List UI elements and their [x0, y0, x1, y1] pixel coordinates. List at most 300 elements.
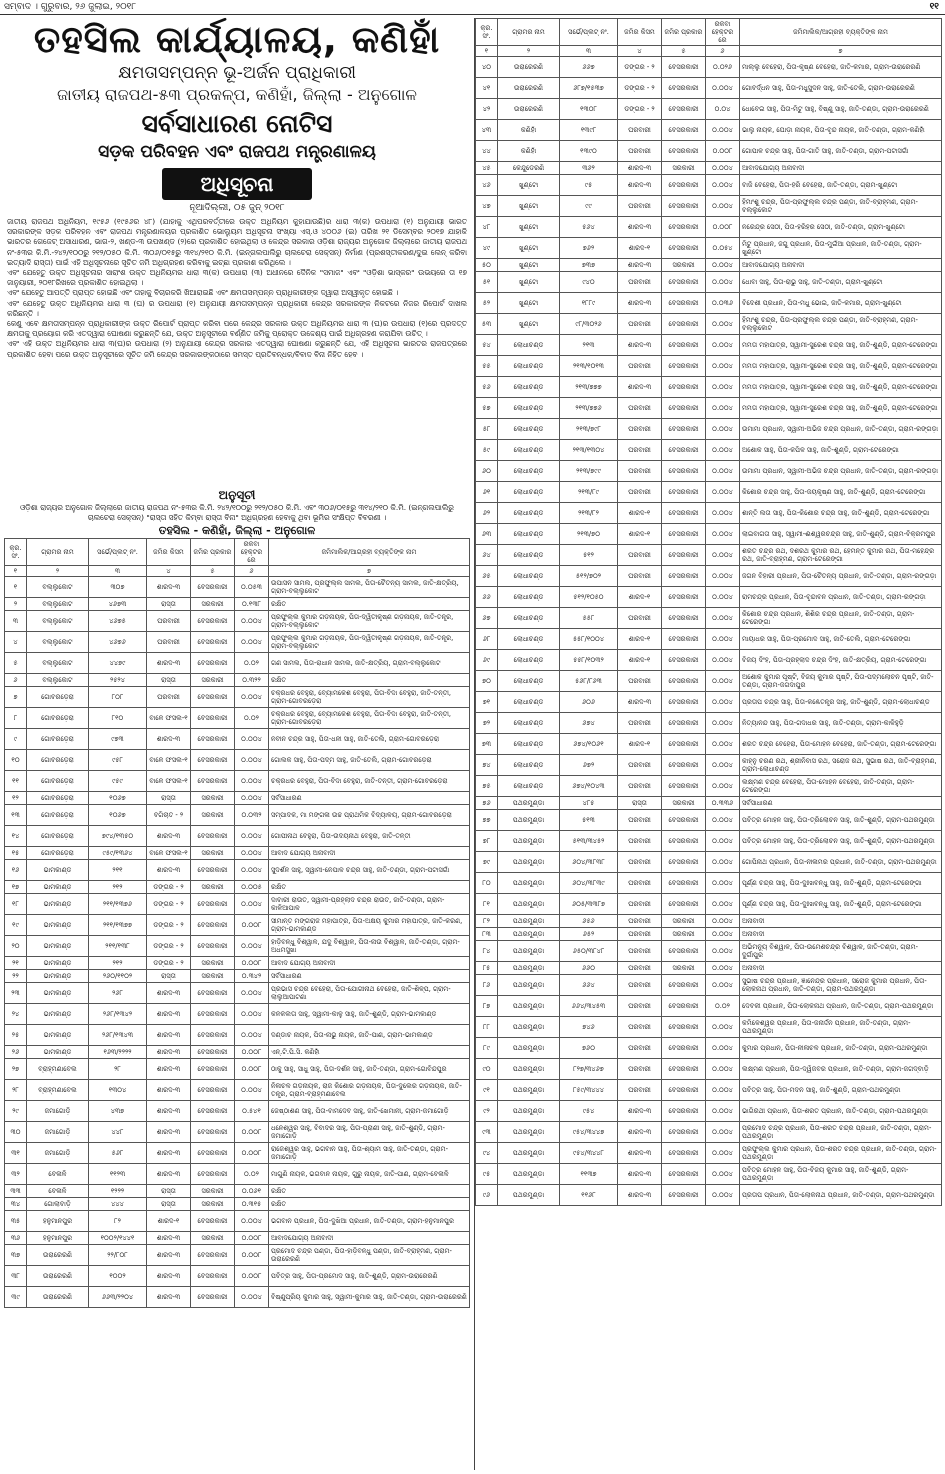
- table-cell: ଘରବାରୀ: [618, 461, 662, 482]
- table-cell: ଘରବାରୀ: [618, 272, 662, 293]
- table-cell: ଘରବାରୀ: [618, 915, 662, 928]
- table-cell: ବେସରକାରୀ: [662, 941, 706, 962]
- table-cell: ଚକ୍ରଧର ବେହୁରା, ବ୍ୟୋମକେଶ ବେହୁରା, ପିତା-ବିଦା ବେହୁରା, ଜାତି-ତନ୍ତୀ, ଗ୍ରାମ-ଗୋବରଡ଼େରା: [269, 687, 470, 708]
- table-cell: ଶାରଦ-୩: [618, 293, 662, 314]
- table-cell: ୩: [5, 611, 27, 632]
- table-cell: ରାସ୍ତା: [147, 598, 191, 611]
- notice-dateline: ନୂଆଦିଲ୍ଲୀ, ୦୫ ଜୁନ୍ ୨୦୧୮: [189, 203, 285, 213]
- table-cell: ୨୯: [5, 1101, 27, 1122]
- table-cell: ୬୦୬: [560, 692, 618, 713]
- table-cell: ୪୬୭୩: [89, 598, 147, 611]
- table-cell: ୫୧: [476, 272, 498, 293]
- table-cell: ୫୭: [476, 398, 498, 419]
- table-cell: ଆବାଦଯୋଗ୍ୟ ଅନାବାଦୀ: [269, 1232, 470, 1245]
- column-header: ରକବା ହେକ୍ଟରରେ: [706, 19, 740, 46]
- table-cell: ଲୋଧାଚଣ୍ଡ: [498, 608, 560, 629]
- table-cell: ବେସରକାରୀ: [662, 587, 706, 608]
- column-number: ୨: [27, 566, 89, 577]
- table-cell: ପଥରମୁଣ୍ଡା: [498, 975, 560, 996]
- table-cell: ଘରବାରୀ: [618, 141, 662, 162]
- table-cell: ୮୬: [476, 975, 498, 996]
- table-cell: ପ୍ରଫୁଲ୍ଲ କୁମାର ଗଡ଼ନାୟକ, ପିତା-ଦ୍ୱିତୀକୃଷ୍ଣ ଗଡ଼ନାୟକ, ଜାତି-ତନ୍ତ୍ର, ଗ୍ରାମ-ବଲ୍ଲୁକୋଟ: [269, 632, 470, 653]
- table-cell: ବେସରକାରୀ: [662, 1080, 706, 1101]
- table-cell: ଖୁଣ୍ଟୋ: [498, 259, 560, 272]
- table-cell: ଶାରଦ-୩: [618, 335, 662, 356]
- column-header: ଜମିର କିସମ: [618, 19, 662, 46]
- table-cell: ୦.୦୨: [235, 1164, 269, 1185]
- table-row: [476, 1059, 942, 1080]
- table-cell: ଡଙ୍ଗର - ୨: [147, 894, 191, 915]
- table-cell: ୧୦୦୨: [89, 1266, 147, 1287]
- table-cell: ୨୬୮/୧୩୪୨: [89, 1004, 147, 1025]
- table-cell: ୦.୦୦୪: [235, 1025, 269, 1046]
- table-cell: ୧୧: [5, 771, 27, 792]
- table-cell: ୮୧: [476, 894, 498, 915]
- table-cell: ଡଙ୍ଗର - ୨: [147, 936, 191, 957]
- table-cell: ୦.୦୦୪: [706, 671, 740, 692]
- table-cell: ରକ୍ଷିତ: [269, 1185, 470, 1198]
- table-row: [5, 792, 470, 805]
- table-cell: ନବୀନ ଚନ୍ଦ୍ର ସାହୁ, ପିତା-ଧନୀ ସାହୁ, ଜାତି-ତେଲି, ଗ୍ରାମ-ଗୋବରଡ଼େରା: [269, 729, 470, 750]
- table-cell: ୦.୦୦୪: [706, 692, 740, 713]
- table-row: [5, 708, 470, 729]
- table-cell: ୪୪: [476, 141, 498, 162]
- table-cell: ବେସରକାରୀ: [662, 335, 706, 356]
- table-cell: ଗୋବରଡ଼େରା: [27, 771, 89, 792]
- table-cell: ୨୪: [5, 1004, 27, 1025]
- table-cell: ୦.୦୦୪: [706, 852, 740, 873]
- notice-body: ଜାତୀୟ ରାଜପଥ ଅଧିନିୟମ, ୧୯୫୬ (୧୯୫୬ର ୪୮) (ଯାହାକୁ ଏଥିପରବର୍ତ୍ତୀରେ ଉକ୍ତ ଅଧିନିୟମ କୁହାଯାଉଛି)ର ଧାରା ୩(କ) ଉପଧାରା (୧) ଅନୁଯାୟୀ ଭାରତ ସରକାରଙ୍କ ସଡ଼କ ପରିବହନ ଏବଂ ରାଜପଥ ମନ୍ତ୍ରଣାଳୟର ପ୍ରକାଶିତ ଭୋଲ୍ୟୁମ ଅଧିସୂଚନା ସଂଖ୍ୟା ଏସ୍.ଓ ୪୦୦୬ (ଇ) ତାରିଖ ୨୧ ଡିସେମ୍ବର ୨୦୧୭ ଯାହାକି ଭାରତର ଗେଜେଟ୍ ଅସାଧାରଣ, ଭାଗ-୨, ଖଣ୍ଡ-୩ ଉପଖଣ୍ଡ (୨)ରେ ପ୍ରକାଶିତ ହୋଇଥିଲା ଓ କେନ୍ଦ୍ର ସରକାର ଓଡ଼ିଶା ରାଜ୍ୟର ଅନୁଗୋଳ ଜିଲ୍ଲାରେ ଜାତୀୟ ରାଜପଥ ନଂ-୫୩ର କି.ମି.-୨୪୨/୧୦୦ରୁ ୨୧୨/୦୫୦ କି.ମି. ୩୦୬/୦୧୫ରୁ ୩୧୪/୨୧୦ କି.ମି. (ଇନ୍‌ଗଲପାଲିରୁ ଚାଲଚେରା ସେକ୍ସନ୍) ନିର୍ମାଣ (ପ୍ରଶସ୍ତୀକରଣ/ଦୁଇ ଲେନ୍ କରିବା ଇତ୍ୟାଦି ରାସ୍ତା) ପାଇଁ ଏହି ଅଧିସୂଚନାରେ ସୂଚିତ ଜମି ଅଧିଗ୍ରହଣ କରିବାକୁ ଇଚ୍ଛା ପ୍ରକାଶ କରିଥିଲେ । ଏବଂ ଯେହେତୁ ଉକ୍ତ ଅଧିସୂଚନାର ସାରାଂଶ ଉକ୍ତ ଅଧିନିୟମର ଧାରା ୩(କ) ଉପଧାରା (୩) ଅଧୀନରେ ଦୈନିକ "ସମାଜ" ଏବଂ "ଓଡ଼ିଶା ଭାସ୍କର" ଉଭୟରେ ତା ୧୭ ଜାନୁୟାରୀ, ୨୦୧୮ରିଖରେ ପ୍ରକାଶିତ ହୋଇଥିଲା । ଏବଂ ଯେହେତୁ ଆପତ୍ତି ପ୍ରାପ୍ତ ହୋଇଛି ଏବଂ ତାହାକୁ ବିଚାରକରି ଖିଆରାଇଛି ଏବଂ କ୍ଷମତାସମ୍ପନ୍ନ ପ୍ରାଧିକାରୀଙ୍କ ଦ୍ୱାରା ଅସ୍ୱୀକୃତ ହୋଇଛି । ଏବଂ ଯେହେତୁ ଉକ୍ତ ଅଧିନିୟମର ଧାରା ୩ (ଘ) ର ଉପଧାରା (୧) ଅନୁଯାୟୀ କ୍ଷମତାସମ୍ପନ୍ନ ପ୍ରାଧିକାରୀ କେନ୍ଦ୍ର ସରକାରଙ୍କ ନିକଟରେ ନିଜର ରିପୋର୍ଟ ଦାଖଲ କରିଛନ୍ତି । କେଣୁ ଏବେ କ୍ଷମତାସମ୍ପନ୍ନ ପ୍ରାଧିକାରୀଙ୍କ ଉକ୍ତ ରିପୋର୍ଟ ପ୍ରାପ୍ତ କରିବା ପରେ କେନ୍ଦ୍ର ସରକାର ଉକ୍ତ ଅଧିନିୟମର ଧାରା ୩ (ଘ)ର ଉପଧାରା (୧)ରେ ପ୍ରଦତ୍ତ କ୍ଷମତାକୁ ପ୍ରୟୋଗ କରି ଏତଦ୍ୱାରା ଘୋଷଣା କରୁଛନ୍ତି ଯେ, ଉକ୍ତ ଅନୁସୂଚୀରେ ବର୍ଣ୍ଣିତ ଜମିକୁ ପ୍ରୋକ୍ତ ଉଦ୍ଦେଶ୍ୟ ପାଇଁ ଅଧିଗ୍ରହଣ କରାଯିବା ଉଚିତ୍ । ଏବଂ ଏହି ଉକ୍ତ ଅଧିନିୟମର ଧାରା ୩(ଘ)ର ଉପଧାରା (୨) ଅନୁଯାୟୀ କେନ୍ଦ୍ର ସରକାର ଏତଦ୍ୱାରା ଘୋଷଣା କରୁଛନ୍ତି ଯେ, ଏହି ଅଧିସୂଚନା ଭାରତର ରାଜପତ୍ରରେ ପ୍ରକାଶିତ ହେବା ପରେ ଉକ୍ତ ଅନୁସୂଚୀରେ ସୂଚିତ ଜମି କେନ୍ଦ୍ର ସରକାରଙ୍କଠାରେ ସମସ୍ତ ପ୍ରତିବନ୍ଧକ/ବିବାଦ ବିନା ନିହିତ ହେବ ।: [7, 217, 468, 359]
- table-cell: ୦.୦୦୪: [706, 941, 740, 962]
- table-row: [5, 860, 470, 881]
- table-cell: ଶାରଦ-୩: [618, 1185, 662, 1206]
- table-cell: ୨୧୩/୮୯: [560, 482, 618, 503]
- table-cell: ଗୋଲକ ସାହୁ, ପିତା-ପଦ୍ମ ସାହୁ, ଜାତି-ତେଲି, ଗ୍ରାମ-ଗୋବରଡ଼େରା: [269, 750, 470, 771]
- table-cell: ୦.୦୦୪: [235, 936, 269, 957]
- table-cell: ୦.୦୦୪: [706, 259, 740, 272]
- table-cell: ବାଜି ବେହେରା, ପିତା-ହରି ବେହେରା, ଜାତି-ତଣ୍ଡା, ଗ୍ରାମ-ଖୁଣ୍ଟୋ: [740, 175, 942, 196]
- table-cell: ୦.୦୦୪: [706, 587, 740, 608]
- table-cell: ୦.୦୨୬: [706, 57, 740, 78]
- table-cell: ଭାମକାଣ୍ଡ: [27, 983, 89, 1004]
- table-cell: ୩୫: [5, 1211, 27, 1232]
- table-cell: ଚକ୍ରଧର ବେହୁରା, ବ୍ୟୋମକେଶ ବେହୁରା, ପିତା-ବିଦା ବେହୁରା, ଜାତି-ତନ୍ତୀ, ଗ୍ରାମ-ଗୋବରଡ଼େରା: [269, 708, 470, 729]
- table-cell: ଶାରଦ-୧: [618, 629, 662, 650]
- table-cell: ଡଙ୍ଗର - ୨: [618, 57, 662, 78]
- table-cell: ୪୯: [476, 238, 498, 259]
- table-cell: ୦.୦୦୪: [706, 810, 740, 831]
- table-cell: ଭଗବାନ ପ୍ରଧାନ, ପିତା-ଦୁଖିଆ ପ୍ରଧାନ, ଜାତି-ତଣ୍ଡା, ଗ୍ରାମ-ହନୁମାନପୁର: [269, 1211, 470, 1232]
- table-cell: ଲୋଧାଚଣ୍ଡ: [498, 524, 560, 545]
- table-cell: ଭାମକାଣ୍ଡ: [27, 936, 89, 957]
- table-cell: ପବିତ୍ର ମୋହନ ସାହୁ, ପିତା-ତ୍ରିଲୋଚନ ସାହୁ, ଜାତି-ଶୁଣ୍ଡି, ଗ୍ରାମ-ପଥରମୁଣ୍ଡା: [740, 810, 942, 831]
- table-cell: ୨୧୨: [89, 881, 147, 894]
- table-cell: ୦.୦୦୪: [706, 335, 740, 356]
- table-cell: ୬୦୫/୩୩୮୭: [560, 894, 618, 915]
- table-cell: ୦.୦୦୪: [706, 1038, 740, 1059]
- table-cell: ୦.୦୦୮: [235, 1143, 269, 1164]
- table-cell: ୨୧୧/୧୩୭୬: [89, 894, 147, 915]
- table-cell: ୦.୦୦୪: [235, 771, 269, 792]
- table-cell: ୦.୦୦୪: [706, 713, 740, 734]
- table-cell: ଗୋପୀନାଥ ବେହୁରା, ପିତା-ଉଦୟନାଥ ବେହୁରା, ଜାତି-ତନ୍ତୀ: [269, 826, 470, 847]
- column-header: ଜମିର ପ୍ରକାର: [191, 539, 235, 566]
- table-cell: ପଥରମୁଣ୍ଡା: [498, 915, 560, 928]
- table-cell: ବେସରକାରୀ: [662, 975, 706, 996]
- table-cell: ୫୬୮/୮୬୩: [560, 671, 618, 692]
- column-number: ୨: [498, 46, 560, 57]
- table-cell: ଖୁଣ୍ଟୋ: [498, 217, 560, 238]
- table-cell: ଭାମକାଣ୍ଡ: [27, 860, 89, 881]
- table-cell: ବେସରକାରୀ: [191, 1122, 235, 1143]
- table-cell: ୦.୦୦୪: [706, 398, 740, 419]
- table-cell: ମମତା ମହାପାତ୍ର, ସ୍ୱାମୀ-ସୁରେଶ ଚନ୍ଦ୍ର ସାହୁ, ଜାତି-ଶୁଣ୍ଡି, ଗ୍ରାମ-ଟେରେଙ୍ଗା: [740, 398, 942, 419]
- table-cell: ୧୩୯୮: [560, 120, 618, 141]
- table-cell: ମିଟୁ ପ୍ରଧାନ, ଜଗୁ ପ୍ରଧାନ, ପିତା-ମୁଇଁଆ ପ୍ରଧାନ, ଜାତି-ତଣ୍ଡା, ଗ୍ରାମ-ଖୁଣ୍ଟୋ: [740, 238, 942, 259]
- table-cell: ପବିତ୍ର ସାହୁ, ପିତା-ମଦନ ସାହୁ, ଜାତି-ଶୁଣ୍ଡି, ଗ୍ରାମ-ପଥରମୁଣ୍ଡା: [740, 1080, 942, 1101]
- table-cell: ୧୨୨୨: [89, 1185, 147, 1198]
- table-cell: ୦.୦୦୪: [706, 755, 740, 776]
- table-cell: ୩୨: [5, 1164, 27, 1185]
- table-cell: ରକ୍ଷିତ: [269, 1198, 470, 1211]
- table-cell: ୯୫୪: [560, 1101, 618, 1122]
- table-cell: ଲୋଧାଚଣ୍ଡ: [498, 566, 560, 587]
- table-cell: ଲୋଧାଚଣ୍ଡ: [498, 482, 560, 503]
- table-cell: ଉପାସନ ସାମଲ, ପ୍ରଫୁଲ୍ଲ ସାମଲ, ପିତା-ଚୈତନ୍ୟ ସାମଲ, ଜାତି-କ୍ଷତ୍ରିୟ, ଗ୍ରାମ-ବଲ୍ଲୁକୋଟ: [269, 577, 470, 598]
- table-cell: ୬: [5, 674, 27, 687]
- table-cell: ପଥରମୁଣ୍ଡା: [498, 810, 560, 831]
- table-row: [476, 1122, 942, 1143]
- table-cell: ବଲ୍ଲୁକୋଟ: [27, 611, 89, 632]
- table-cell: ଠାକୁ ସାହୁ, ସାଧୁ ସାହୁ, ପିତା-ଦର୍ଶନ ସାହୁ, ଜାତି-ତଣ୍ଡା, ଗ୍ରାମ-ଗୋବିନ୍ଦପୁର: [269, 1059, 470, 1080]
- table-row: [5, 1004, 470, 1025]
- table-cell: ପଥରମୁଣ୍ଡା: [498, 1164, 560, 1185]
- table-cell: ୭୪: [476, 755, 498, 776]
- table-cell: ହନୁମାନପୁର: [27, 1211, 89, 1232]
- table-cell: ସରକାରୀ: [191, 881, 235, 894]
- table-cell: ୨୧୩: [560, 335, 618, 356]
- table-cell: ୦.୦୦୫: [235, 881, 269, 894]
- table-cell: ଭାମକାଣ୍ଡ: [27, 1046, 89, 1059]
- table-cell: ୦.୦୦୪: [235, 847, 269, 860]
- table-cell: ୦.୦୦୪: [235, 1287, 269, 1308]
- table-cell: ଦେବକୀ ପ୍ରଧାନ, ପିତା-ଲୋକନାଥ ପ୍ରଧାନ, ଜାତି-ତଣ୍ଡା, ଗ୍ରାମ-ପଥରମୁଣ୍ଡା: [740, 996, 942, 1017]
- table-cell: ୯୮/୩୦୨୬: [560, 314, 618, 335]
- table-cell: ଶାରଦ-୩: [618, 162, 662, 175]
- table-cell: ବେସରକାରୀ: [191, 729, 235, 750]
- column-header: ସର୍ଭେ/ପ୍ଲଟ୍ ନଂ.: [89, 539, 147, 566]
- table-cell: ୦.୦୦୪: [235, 1004, 269, 1025]
- table-cell: ଭାମକାଣ୍ଡ: [27, 957, 89, 970]
- table-cell: ଅଶୋକ କୁମାର ପୃଷ୍ଟି, ବିଜୟ କୁମାର ପୃଷ୍ଟି, ପିତା-ପଦ୍ମଲୋଚନ ପୃଷ୍ଟି, ଜାତି-ତଣ୍ଡା, ଗ୍ରାମ-ଜଗଦାପୁର: [740, 671, 942, 692]
- table-cell: ଲୋଧାଚଣ୍ଡ: [498, 461, 560, 482]
- table-row: [476, 377, 942, 398]
- header-dateline: ସମ୍ବାଦ । ଗୁରୁବାର, ୨୬ ଜୁଲାଇ, ୨୦୧୮: [4, 2, 137, 12]
- table-cell: ସରକାରୀ: [662, 962, 706, 975]
- column-header: ରକବା ହେକ୍ଟରରେ: [235, 539, 269, 566]
- table-cell: ପୂର୍ଣ୍ଣ ଚନ୍ଦ୍ର ସାହୁ, ପିତା-ଦୁଃଖବନ୍ଧୁ ସାହୁ, ଜାତି-ଶୁଣ୍ଡି, ଗ୍ରାମ-ଟେରେଙ୍ଗା: [740, 873, 942, 894]
- table-cell: ୧୧୨୩: [89, 1164, 147, 1185]
- table-cell: ୦.୦୦୪: [706, 975, 740, 996]
- table-cell: ୦.୦୦୪: [706, 776, 740, 797]
- table-cell: ୬୬୩/୨୨୦୪: [89, 1287, 147, 1308]
- table-row: [5, 1198, 470, 1211]
- table-cell: ବେସରକାରୀ: [191, 1211, 235, 1232]
- table-cell: ୫୨: [476, 293, 498, 314]
- table-row: [5, 687, 470, 708]
- table-cell: ୪୭: [476, 196, 498, 217]
- notice-column-right: [474, 18, 942, 1470]
- table-cell: ୯୩: [476, 1122, 498, 1143]
- table-cell: ୮୭: [476, 996, 498, 1017]
- table-row: [476, 975, 942, 996]
- table-cell: ୭୨: [476, 713, 498, 734]
- table-cell: ୮୨: [476, 915, 498, 928]
- table-cell: ସରକାରୀ: [662, 915, 706, 928]
- table-row: [5, 1080, 470, 1101]
- newspaper-header: [0, 0, 945, 15]
- table-cell: ୦.୦୦୪: [706, 873, 740, 894]
- table-cell: ଶରତ ଚନ୍ଦ୍ର ରଥ, ଦଶରଥ କୁମାର ରଥ, ହେମନ୍ତ କୁମାର ରଥ, ପିତା-ମହେନ୍ଦ୍ର ରଥ, ଜାତି-ବ୍ରାହ୍ମଣ, ଗ୍ରାମ-ଟେରେଙ୍ଗା: [740, 545, 942, 566]
- table-row: [476, 852, 942, 873]
- table-cell: ଆବାଦଯୋଗ୍ୟ ଅନାବାଦୀ: [740, 162, 942, 175]
- table-cell: ୬୮: [476, 629, 498, 650]
- table-cell: ଘରବାରୀ: [618, 975, 662, 996]
- table-cell: ୪୪୪: [89, 1198, 147, 1211]
- table-cell: ସର୍ବସାଧାରଣ: [740, 797, 942, 810]
- table-cell: ପଥରମୁଣ୍ଡା: [498, 996, 560, 1017]
- table-cell: ପଥରମୁଣ୍ଡା: [498, 852, 560, 873]
- table-cell: ପ୍ରତାପ ପ୍ରଧାନ, ପିତା-ଲୋକନାଥ ପ୍ରଧାନ, ଜାତି-ତଣ୍ଡା, ଗ୍ରାମ-ପଥରମୁଣ୍ଡା: [740, 1185, 942, 1206]
- table-cell: ଗୋପାଳ ଚନ୍ଦ୍ର ସାହୁ, ପିତା-ଗାତି ସାହୁ, ଜାତି-ତଣ୍ଡା, ଗ୍ରାମ-ପଟାସଗାଁ: [740, 141, 942, 162]
- table-cell: ୫୧୨/୧୦୫୦: [560, 587, 618, 608]
- table-cell: ଶାରଦ-୩: [147, 1143, 191, 1164]
- table-cell: ଅନାବାଦୀ: [740, 928, 942, 941]
- table-cell: ଶାରଦ-୩: [147, 1004, 191, 1025]
- table-cell: ୩୮: [5, 1266, 27, 1287]
- table-cell: ୩୯: [5, 1287, 27, 1308]
- table-cell: ୦.୦୦୪: [235, 826, 269, 847]
- table-cell: ୬୫: [476, 566, 498, 587]
- table-cell: ୯୭୩: [89, 729, 147, 750]
- table-cell: ୦.୦୦୪: [706, 608, 740, 629]
- table-row: [476, 314, 942, 335]
- table-header: [5, 539, 470, 577]
- table-cell: ବେସରକାରୀ: [662, 238, 706, 259]
- table-cell: ୭୬୦: [560, 1038, 618, 1059]
- table-cell: ୫: [5, 653, 27, 674]
- table-cell: ବେସରକାରୀ: [662, 831, 706, 852]
- table-cell: ୦.୦୦୪: [706, 175, 740, 196]
- table-cell: ସର୍ବସାଧାରଣ: [269, 792, 470, 805]
- table-cell: ୦.୦୦୪: [235, 729, 269, 750]
- table-cell: ଲକ୍ଷ୍ମଣ ଚନ୍ଦ୍ର ବେହେରା, ପିତା-ମୋହନ ବେହେରା, ଜାତି-ତଣ୍ଡା, ଗ୍ରାମ-ଟେରେଙ୍ଗା: [740, 776, 942, 797]
- table-cell: ୦.୦୦୪: [706, 120, 740, 141]
- table-cell: ଘରବାରୀ: [618, 196, 662, 217]
- table-cell: ଉମାମା ପ୍ରଧାନ, ସ୍ୱାମୀ-ଅଭିଜ ଚନ୍ଦ୍ର ପ୍ରଧାନ, ଜାତି-ତଣ୍ଡା, ଗ୍ରାମ-ରଙ୍ଗଡ଼ା: [740, 461, 942, 482]
- table-cell: ଲୋଧାଚଣ୍ଡ: [498, 398, 560, 419]
- table-cell: ୧୬: [5, 860, 27, 881]
- table-row: [5, 1046, 470, 1059]
- table-cell: ପ୍ରଫୁଲ୍ଲ କୁମାର ପ୍ରଧାନ, ପିତା-ଶରତ ଚନ୍ଦ୍ର ପ୍ରଧାନ, ଜାତି-ତଣ୍ଡା, ଗ୍ରାମ-ପଥରମୁଣ୍ଡା: [740, 1143, 942, 1164]
- table-cell: ଲୋଧାଚଣ୍ଡ: [498, 356, 560, 377]
- table-row: [476, 962, 942, 975]
- table-row: [476, 755, 942, 776]
- table-cell: ପଥରମୁଣ୍ଡା: [498, 797, 560, 810]
- table-row: [476, 524, 942, 545]
- table-cell: ଶାରଦ-୩: [147, 1232, 191, 1245]
- table-cell: ୪୮: [476, 217, 498, 238]
- table-row: [5, 1059, 470, 1080]
- table-cell: ୪୨: [476, 99, 498, 120]
- table-cell: ଶାରଦ-୧: [618, 587, 662, 608]
- table-cell: ବେସରକାରୀ: [191, 983, 235, 1004]
- column-number: ୩: [560, 46, 618, 57]
- table-row: [5, 1211, 470, 1232]
- table-cell: ବେସରକାରୀ: [191, 632, 235, 653]
- table-cell: ବେସରକାରୀ: [662, 873, 706, 894]
- table-cell: ୨୮: [5, 1080, 27, 1101]
- column-header: କ୍ର.ସଂ.: [476, 19, 498, 46]
- table-row: [476, 293, 942, 314]
- table-cell: ମାଲ୍ଲୁ ବେହେରା, ପିତା-କୃଷ୍ଣ ବେହେରା, ଜାତି-କମାର, ଗ୍ରାମ-ଉରାରେରଣି: [740, 57, 942, 78]
- table-cell: ବେସରକାରୀ: [662, 293, 706, 314]
- table-cell: ବେସରକାରୀ: [662, 524, 706, 545]
- table-cell: ୦.୦୦୪: [706, 1185, 740, 1206]
- column-header: ଜମିର ପ୍ରକାର: [662, 19, 706, 46]
- table-cell: ୨୧୩/୧୩୦୪: [560, 440, 618, 461]
- table-cell: ୯୬: [476, 1185, 498, 1206]
- table-cell: ସରକାରୀ: [662, 162, 706, 175]
- table-cell: ବେସରକାରୀ: [191, 708, 235, 729]
- table-cell: ରକ୍ଷିତ: [269, 881, 470, 894]
- column-number: ୭: [269, 566, 470, 577]
- table-cell: ଭାମକାଣ୍ଡ: [27, 970, 89, 983]
- table-cell: ୪୩୭: [89, 1101, 147, 1122]
- table-cell: ୦.୦୦୪: [706, 440, 740, 461]
- table-cell: ୦.୦୨: [235, 653, 269, 674]
- table-row: [476, 545, 942, 566]
- table-cell: ୪୬: [476, 175, 498, 196]
- table-row: [476, 587, 942, 608]
- table-cell: ୯୪: [476, 1143, 498, 1164]
- table-cell: ଉରାରେରଣି: [27, 1245, 89, 1266]
- table-row: [476, 461, 942, 482]
- table-cell: ୦.୦୦୪: [235, 750, 269, 771]
- table-cell: ୭୬: [476, 797, 498, 810]
- table-cell: ଶାରଦ-୩: [618, 1122, 662, 1143]
- table-cell: ପବିତ୍ର ମୋହନ ସାହୁ, ପିତା-ତ୍ରିଲୋଚନ ସାହୁ, ଜାତି-ଶୁଣ୍ଡି, ଗ୍ରାମ-ପଥରମୁଣ୍ଡା: [740, 831, 942, 852]
- table-cell: ୦.୦୦୪: [706, 831, 740, 852]
- table-cell: ୨୧୩/୭୭୭: [560, 377, 618, 398]
- table-cell: ୧୮୮୯: [560, 293, 618, 314]
- column-number: ୧: [476, 46, 498, 57]
- table-row: [5, 1164, 470, 1185]
- table-cell: ଭାଲୁ ନାୟକ, ଘୋଡ଼ା ନାୟକ, ପିତା-ବୃନ୍ଦ ନାୟକ, ଜାତି-ତଣ୍ଡା, ଗ୍ରାମ-କଣିହାଁ: [740, 120, 942, 141]
- table-cell: ପଥରମୁଣ୍ଡା: [498, 1080, 560, 1101]
- table-cell: ୦.୦୦୮: [706, 141, 740, 162]
- table-cell: ଘରବାରୀ: [618, 1038, 662, 1059]
- table-cell: ପ୍ରତାପ ଚନ୍ଦ୍ର ସାହୁ, ପିତା-କଣ୍ଢେତନ୍ତ୍ର ସାହୁ, ଜାତି-ଶୁଣ୍ଡି, ଗ୍ରାମ-ଲୋଧାଚଣ୍ଡ: [740, 692, 942, 713]
- table-cell: ୦.୦୦୮: [235, 957, 269, 970]
- table-cell: ଡଙ୍ଗର - ୨: [618, 99, 662, 120]
- table-cell: ୦.୦୦୮: [235, 1232, 269, 1245]
- table-cell: କେନ୍ଦୁଡେରଣି: [498, 162, 560, 175]
- table-cell: ଶାରଦ-୩: [147, 1059, 191, 1080]
- table-row: [5, 632, 470, 653]
- table-cell: ଭାଗିରଥୀ ପ୍ରଧାନ, ପିତା-ଶରତ ପ୍ରଧାନ, ଜାତି-ତଣ୍ଡା, ଗ୍ରାମ-ପଥରମୁଣ୍ଡା: [740, 1101, 942, 1122]
- table-row: [5, 1232, 470, 1245]
- table-row: [476, 78, 942, 99]
- table-cell: ୧୦୦୨/୧୪୪୧: [89, 1232, 147, 1245]
- table-cell: ପଥରମୁଣ୍ଡା: [498, 1185, 560, 1206]
- table-cell: ୫୧୨/୭୦୨: [560, 566, 618, 587]
- table-row: [5, 1143, 470, 1164]
- table-cell: ୯୫୯/୧୩୬୪: [89, 847, 147, 860]
- table-cell: ୯୯: [560, 196, 618, 217]
- table-cell: ବେସରକାରୀ: [662, 810, 706, 831]
- table-cell: ଆବାଦ ଯୋଗ୍ୟ ଅନାବାଦୀ: [269, 957, 470, 970]
- table-cell: ଗୋବରଡ଼େରା: [27, 708, 89, 729]
- table-cell: ୦.୦୦୪: [706, 524, 740, 545]
- table-cell: ୮୧୦: [89, 708, 147, 729]
- table-row: [5, 1185, 470, 1198]
- table-cell: କନକଲତା ସାହୁ, ସ୍ୱାମୀ-କାଳୁ ସାହୁ, ଜାତି-ଶୁଣ୍ଡି, ଗ୍ରାମ-ଭାମକାଣ୍ଡ: [269, 1004, 470, 1025]
- table-cell: ଉରାରେରଣି: [27, 1287, 89, 1308]
- table-cell: ୦.୦୦୪: [706, 566, 740, 587]
- table-cell: ଘରବାରୀ: [147, 687, 191, 708]
- table-cell: ୨: [5, 598, 27, 611]
- table-cell: ଗୋବରଡ଼େରା: [27, 687, 89, 708]
- table-cell: ଘରବାରୀ: [618, 398, 662, 419]
- table-cell: ଶାରଦ-୩: [618, 217, 662, 238]
- table-cell: ୯୫୪/୩୪୪୮: [560, 1143, 618, 1164]
- table-cell: ରକ୍ଷିତ: [269, 598, 470, 611]
- table-cell: ୦.୩୪୨: [235, 970, 269, 983]
- table-cell: ଶାରଦ-୩: [147, 826, 191, 847]
- table-cell: ବେସରକାରୀ: [662, 713, 706, 734]
- table-cell: ଶାରଦ-୩: [618, 1101, 662, 1122]
- table-cell: ୧୯: [5, 915, 27, 936]
- table-cell: ୧୭: [5, 881, 27, 894]
- table-row: [476, 482, 942, 503]
- column-header: ଗ୍ରାମର ନାମ: [498, 19, 560, 46]
- column-header: ଜମିମାଲିକ/ଆଗ୍ରହୀ ବ୍ୟକ୍ତିଙ୍କ ନାମ: [269, 539, 470, 566]
- table-cell: ୪୬୭୬: [89, 632, 147, 653]
- table-cell: କଣିହାଁ: [498, 141, 560, 162]
- table-cell: ହିମାଂଶୁ ଚନ୍ଦ୍ର, ପିତା-ପ୍ରଫୁଲ୍ଲ ଚନ୍ଦ୍ର ପଣ୍ଡା, ଜାତି-ବ୍ରାହ୍ମଣ, ଗ୍ରାମ-ବଲ୍ଲୁକୋଟ: [740, 196, 942, 217]
- table-cell: ପବିତ୍ର ସାହୁ, ପିତା-ପ୍ରମୋଦ ସାହୁ, ଜାତି-ଶୁଣ୍ଡି, ଗ୍ରାମ-ଉରାରେରଣି: [269, 1266, 470, 1287]
- table-cell: ବେସରକାରୀ: [662, 120, 706, 141]
- table-cell: ଗୋବର୍ଦ୍ଧନ ସାହୁ, ପିତା-ମଧୁସୁଦନ ସାହୁ, ଜାତି-ତେଲି, ଗ୍ରାମ-ଉରାରେରଣି: [740, 78, 942, 99]
- table-cell: ୨୧୧/୧୩୭୭: [89, 915, 147, 936]
- table-cell: ଘରବାରୀ: [618, 120, 662, 141]
- table-cell: ୧୬୩/୨୨୨୨: [89, 1046, 147, 1059]
- table-cell: ପବିତ୍ର ମୋହନ ସାହୁ, ପିତା-ବିଜୟ କୁମାର ସାହୁ, ଜାତି-ଶୁଣ୍ଡି, ଗ୍ରାମ-ପଥରମୁଣ୍ଡା: [740, 1164, 942, 1185]
- table-cell: ୬୭୨: [560, 755, 618, 776]
- table-cell: ସରକାରୀ: [191, 805, 235, 826]
- table-cell: ସରକାରୀ: [191, 970, 235, 983]
- table-row: [476, 692, 942, 713]
- table-row: [5, 1245, 470, 1266]
- table-cell: ଖୁଣ୍ଟୋ: [498, 314, 560, 335]
- table-cell: ୬୫୬: [560, 915, 618, 928]
- table-cell: ୦.୦୦୪: [706, 1122, 740, 1143]
- table-cell: ଲୋଧାଚଣ୍ଡ: [498, 734, 560, 755]
- table-cell: ୧୩୯୦: [560, 141, 618, 162]
- column-number: ୪: [618, 46, 662, 57]
- table-row: [476, 238, 942, 259]
